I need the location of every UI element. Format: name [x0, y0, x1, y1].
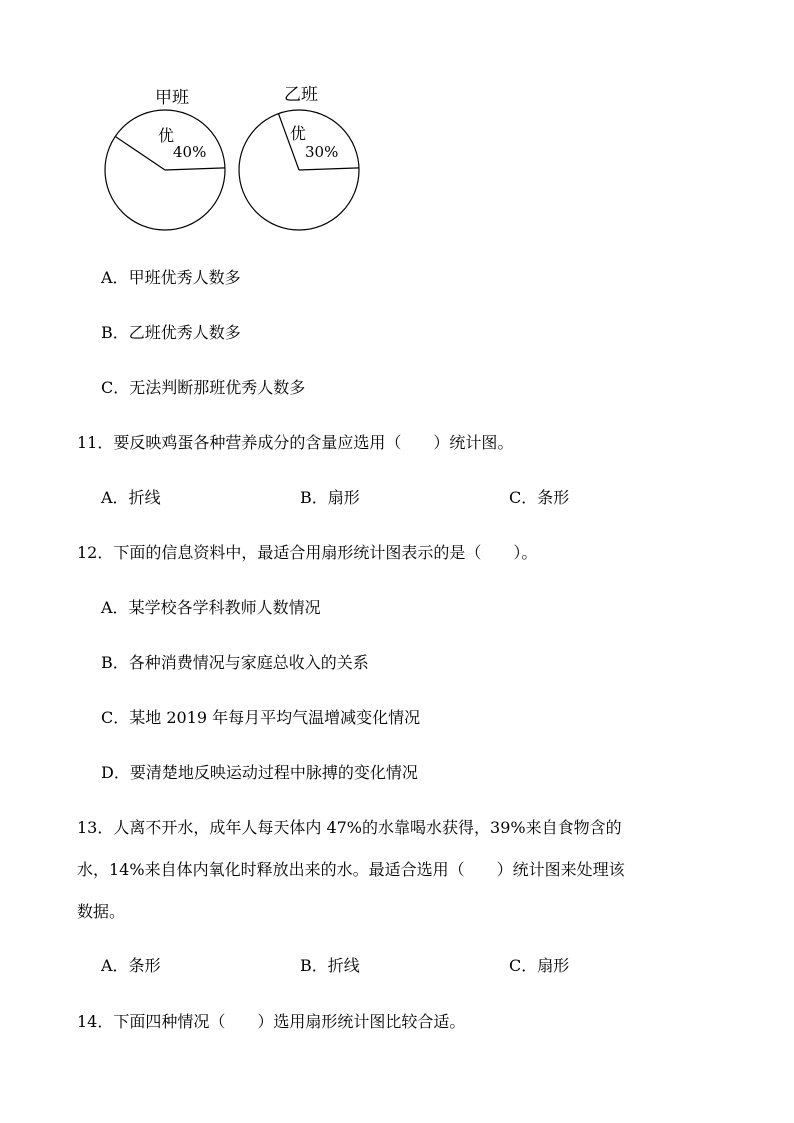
option-text: 无法判断那班优秀人数多 — [129, 378, 306, 397]
q13-option-c[interactable] — [509, 956, 569, 976]
option-letter: C． — [101, 708, 130, 727]
option-letter: D． — [101, 763, 130, 782]
pie-chart-yi — [239, 85, 359, 230]
q11-option-a[interactable] — [101, 488, 161, 508]
q13-stem-line-2: 水，14%来自体内氧化时释放出来的水。最适合选用（ ）统计图来处理该 — [77, 860, 625, 879]
q10-option-a[interactable] — [101, 268, 241, 288]
option-letter: A． — [101, 268, 129, 287]
option-text: 某学校各学科教师人数情况 — [128, 598, 321, 617]
q11-option-c[interactable] — [509, 488, 569, 508]
option-text: 条形 — [128, 956, 161, 975]
slice-boundary-1 — [165, 168, 225, 170]
option-text: 扇形 — [537, 956, 570, 975]
option-letter: C． — [509, 956, 538, 975]
option-letter: A． — [101, 956, 129, 975]
slice-boundary-1 — [299, 168, 359, 170]
option-letter: B． — [101, 653, 129, 672]
slice-value-yi: 30% — [305, 143, 339, 161]
pie-title-jia: 甲班 — [155, 88, 189, 108]
option-text: 乙班优秀人数多 — [128, 323, 241, 342]
option-letter: C． — [509, 488, 538, 507]
option-text: 甲班优秀人数多 — [128, 268, 241, 287]
q14-stem: 14．下面四种情况（ ）选用扇形统计图比较合适。 — [77, 1012, 466, 1031]
q13-stem-line-3: 数据。 — [77, 902, 126, 921]
q10-option-c[interactable] — [101, 378, 305, 398]
option-letter: B． — [300, 956, 328, 975]
pie-charts — [0, 0, 794, 240]
option-letter: A． — [101, 598, 129, 617]
option-text: 某地 2019 年每月平均气温增减变化情况 — [129, 708, 421, 727]
pie-title-yi: 乙班 — [284, 85, 318, 105]
q11-stem: 11．要反映鸡蛋各种营养成分的含量应选用（ ）统计图。 — [77, 433, 514, 452]
q10-option-b[interactable] — [101, 323, 241, 343]
q13-option-b[interactable] — [300, 956, 360, 976]
q12-option-a[interactable] — [101, 598, 321, 618]
option-text: 各种消费情况与家庭总收入的关系 — [128, 653, 369, 672]
slice-name-yi: 优 — [290, 124, 307, 143]
q12-option-c[interactable] — [101, 708, 420, 728]
option-text: 条形 — [537, 488, 570, 507]
q12-stem: 12．下面的信息资料中，最适合用扇形统计图表示的是（ ）。 — [77, 543, 538, 562]
q12-option-b[interactable] — [101, 653, 369, 673]
option-letter: B． — [300, 488, 328, 507]
slice-value-jia: 40% — [173, 143, 207, 161]
q12-option-d[interactable] — [101, 763, 418, 783]
slice-name-jia: 优 — [158, 126, 175, 145]
q13-option-a[interactable] — [101, 956, 161, 976]
option-letter: C． — [101, 378, 130, 397]
option-text: 折线 — [327, 956, 360, 975]
option-text: 扇形 — [327, 488, 360, 507]
option-letter: A． — [101, 488, 129, 507]
option-text: 折线 — [128, 488, 161, 507]
option-letter: B． — [101, 323, 129, 342]
pie-chart-jia — [105, 88, 225, 230]
option-text: 要清楚地反映运动过程中脉搏的变化情况 — [129, 763, 418, 782]
q11-option-b[interactable] — [300, 488, 360, 508]
q13-stem-line-1: 13．人离不开水，成年人每天体内 47%的水靠喝水获得，39%来自食物含的 — [77, 818, 622, 837]
